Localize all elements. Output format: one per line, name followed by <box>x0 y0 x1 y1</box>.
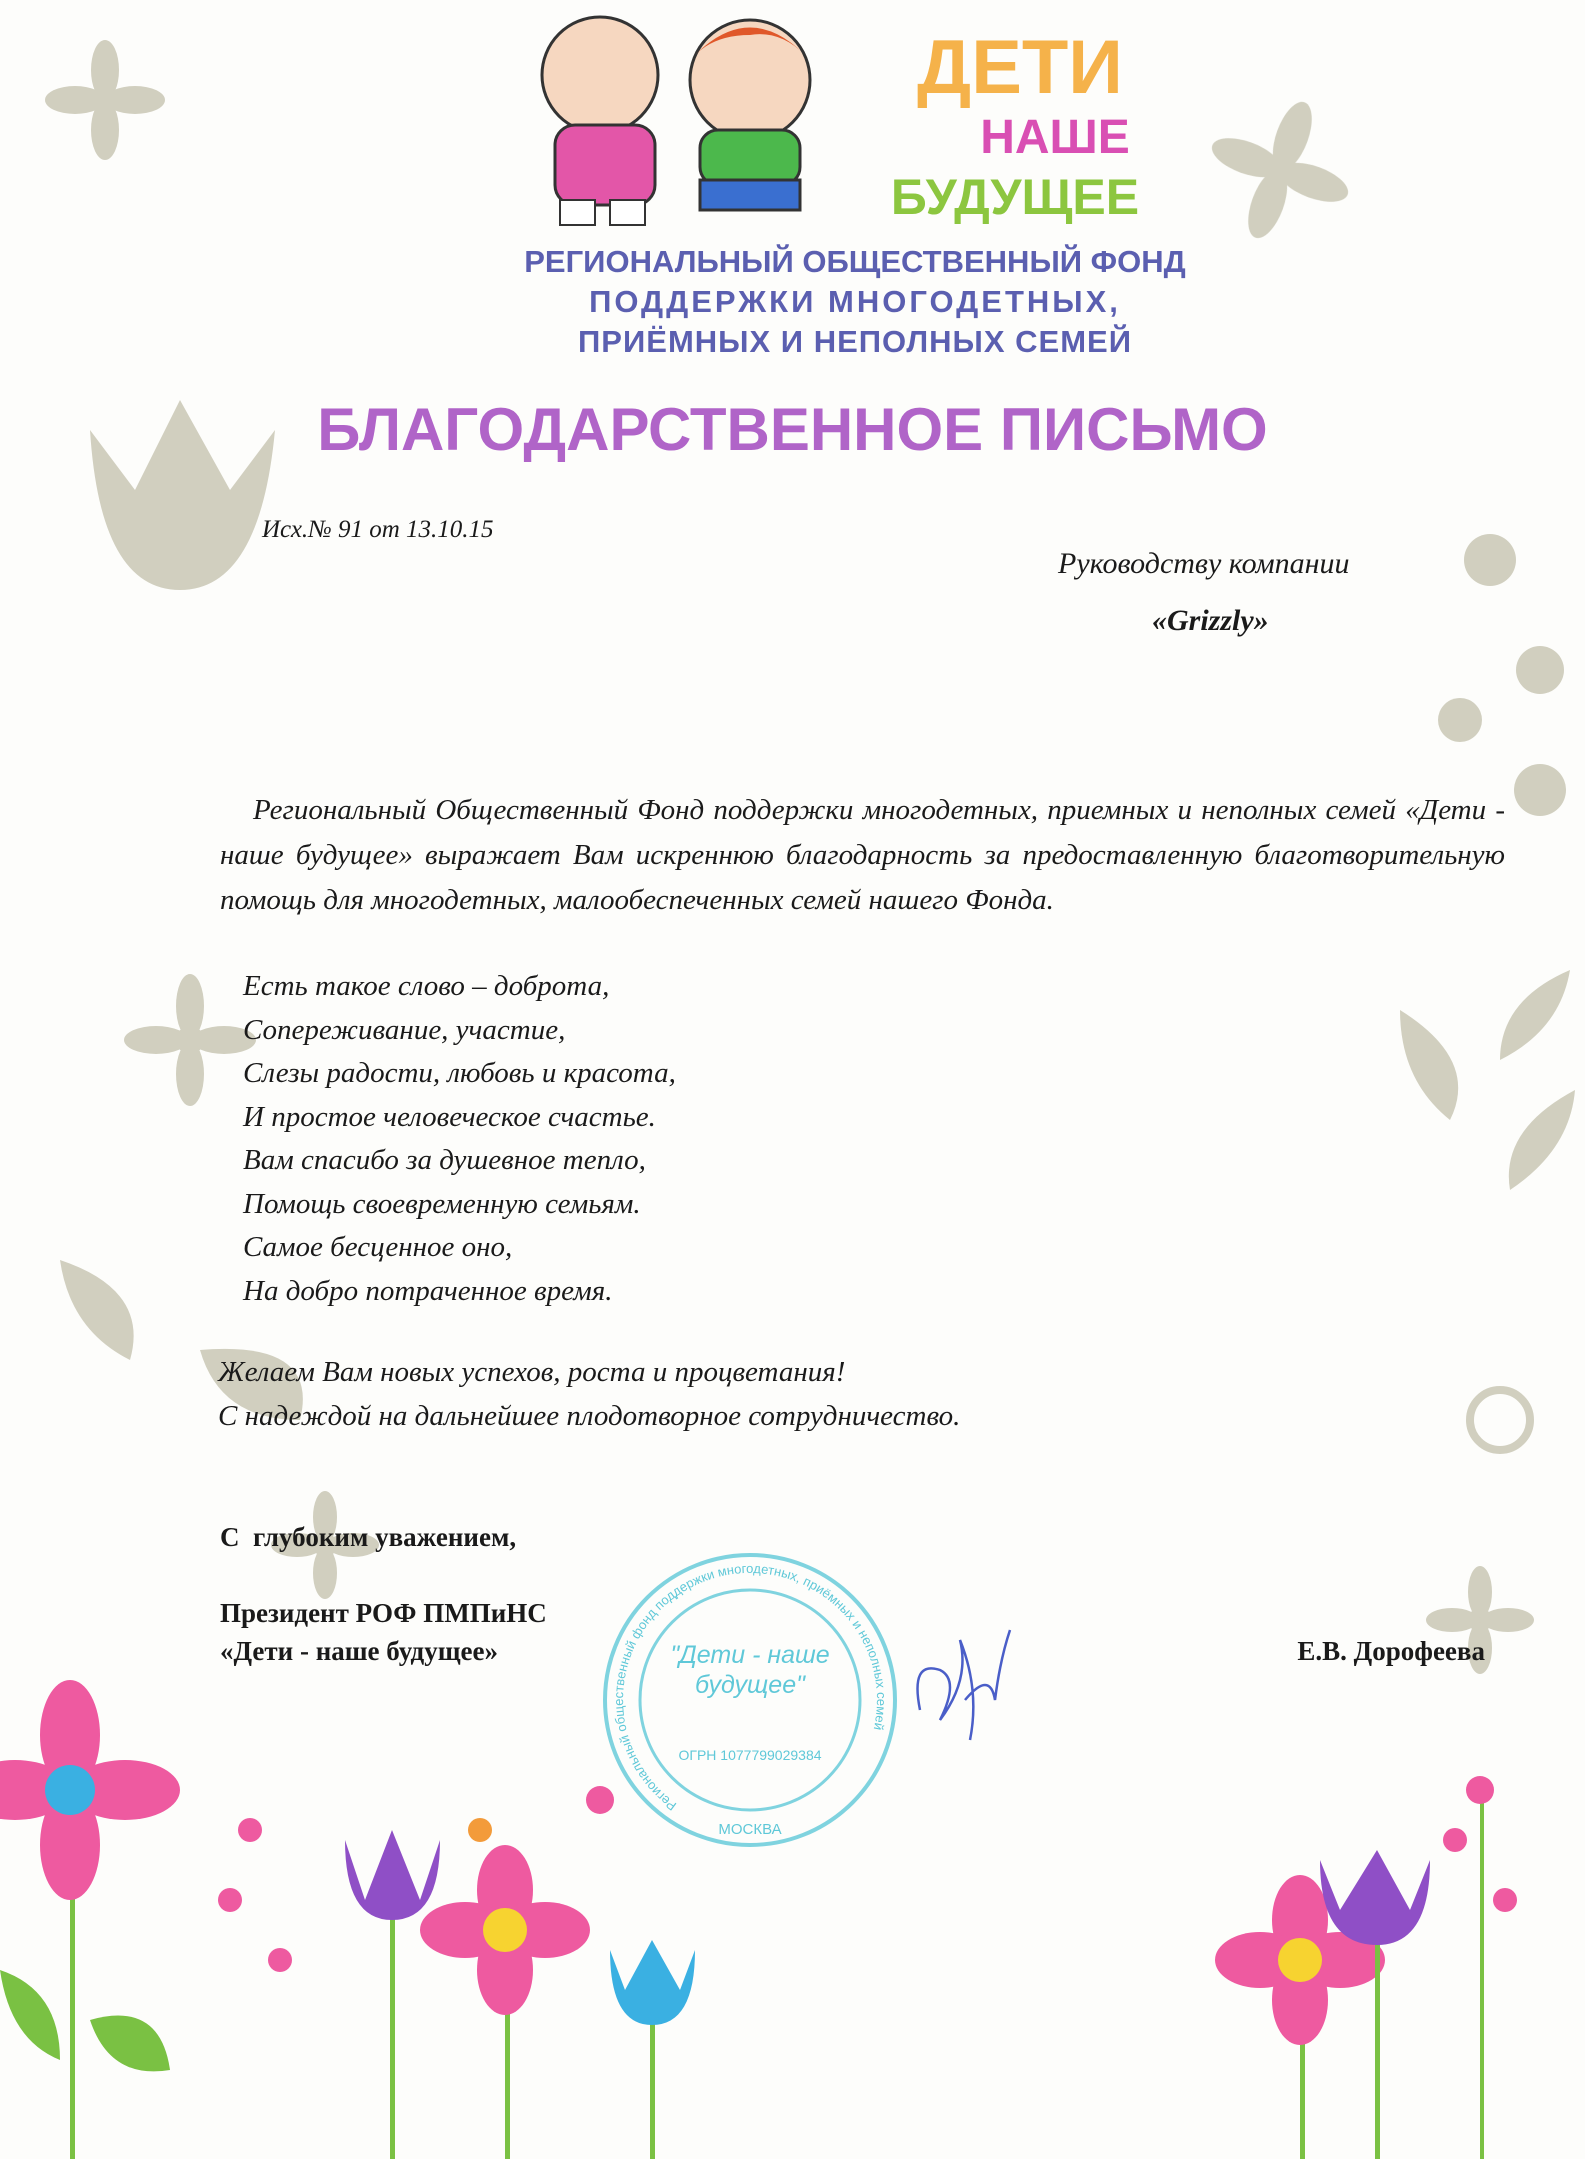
logo-word-2: НАШЕ <box>980 111 1130 164</box>
stamp-ogrn: ОГРН 1077799029384 <box>678 1747 822 1763</box>
leaf-icon <box>1509 1090 1575 1190</box>
addressee-company: «Grizzly» <box>1152 604 1269 637</box>
stamp-center-text: "Дети - наше будущее" <box>670 1641 830 1699</box>
reference-number: Исх.№ 91 от 13.10.15 <box>262 516 494 543</box>
handwritten-signature <box>900 1620 1020 1760</box>
wish-line: С надеждой на дальнейшее плодотворное сотрудничество. <box>218 1399 961 1432</box>
header-line-3: ПРИЁМНЫХ И НЕПОЛНЫХ СЕМЕЙ <box>577 324 1133 359</box>
poem <box>243 965 1505 1313</box>
poem-line: И простое человеческое счастье. <box>243 1100 656 1133</box>
children-illustration <box>542 17 810 225</box>
closing: С глубоким уважением, <box>220 1522 517 1552</box>
poem-line: Есть такое слово – доброта, <box>243 970 610 1002</box>
wishes <box>218 1351 1505 1438</box>
wish-line: Желаем Вам новых успехов, роста и процветания! <box>218 1356 846 1388</box>
leaf-icon <box>1500 970 1570 1060</box>
addressee-line-1: Руководству компании <box>1058 547 1350 580</box>
flower-icon <box>1188 78 1373 263</box>
poem-line: Сопереживание, участие, <box>243 1013 566 1046</box>
leaf-icon <box>60 1260 134 1360</box>
organization-stamp <box>590 1540 910 1860</box>
stamp-ring-text: Региональный общественный фонд поддержки многодетных, приёмных и неполных семей <box>610 1560 890 1814</box>
logo-word-3: БУДУЩЕЕ <box>890 169 1140 225</box>
logo-word-1: ДЕТИ <box>917 25 1123 110</box>
letter-body: Региональный Общественный Фонд поддержки многодетных, приемных и неполных семей «Дети - наше будущее» выражает Вам искреннюю благодарность за предоставленную благотворительную помощь для многодетных, малообеспеченных семей нашего Фонда. <box>220 794 1505 916</box>
poem-line: Вам спасибо за душевное тепло, <box>243 1144 646 1176</box>
signatory-position: Президент РОФ ПМПиНС <box>220 1598 547 1628</box>
flower-icon <box>45 40 165 160</box>
header-line-2: ПОДДЕРЖКИ МНОГОДЕТНЫХ, <box>589 284 1121 319</box>
letter-main <box>220 788 1505 1670</box>
poem-line: Помощь своевременную семьям. <box>243 1187 641 1220</box>
poem-line: Слезы радости, любовь и красота, <box>243 1057 676 1089</box>
header-line-1: РЕГИОНАЛЬНЫЙ ОБЩЕСТВЕННЫЙ ФОНД <box>524 244 1186 279</box>
signatory-org: «Дети - наше будущее» <box>220 1636 498 1666</box>
stamp-city: МОСКВА <box>718 1821 782 1838</box>
signatory-name: Е.В. Дорофеева <box>1297 1636 1485 1666</box>
poem-line: На добро потраченное время. <box>243 1274 613 1307</box>
poem-line: Самое бесценное оно, <box>243 1231 513 1263</box>
document-title: БЛАГОДАРСТВЕННОЕ ПИСЬМО <box>317 396 1268 463</box>
